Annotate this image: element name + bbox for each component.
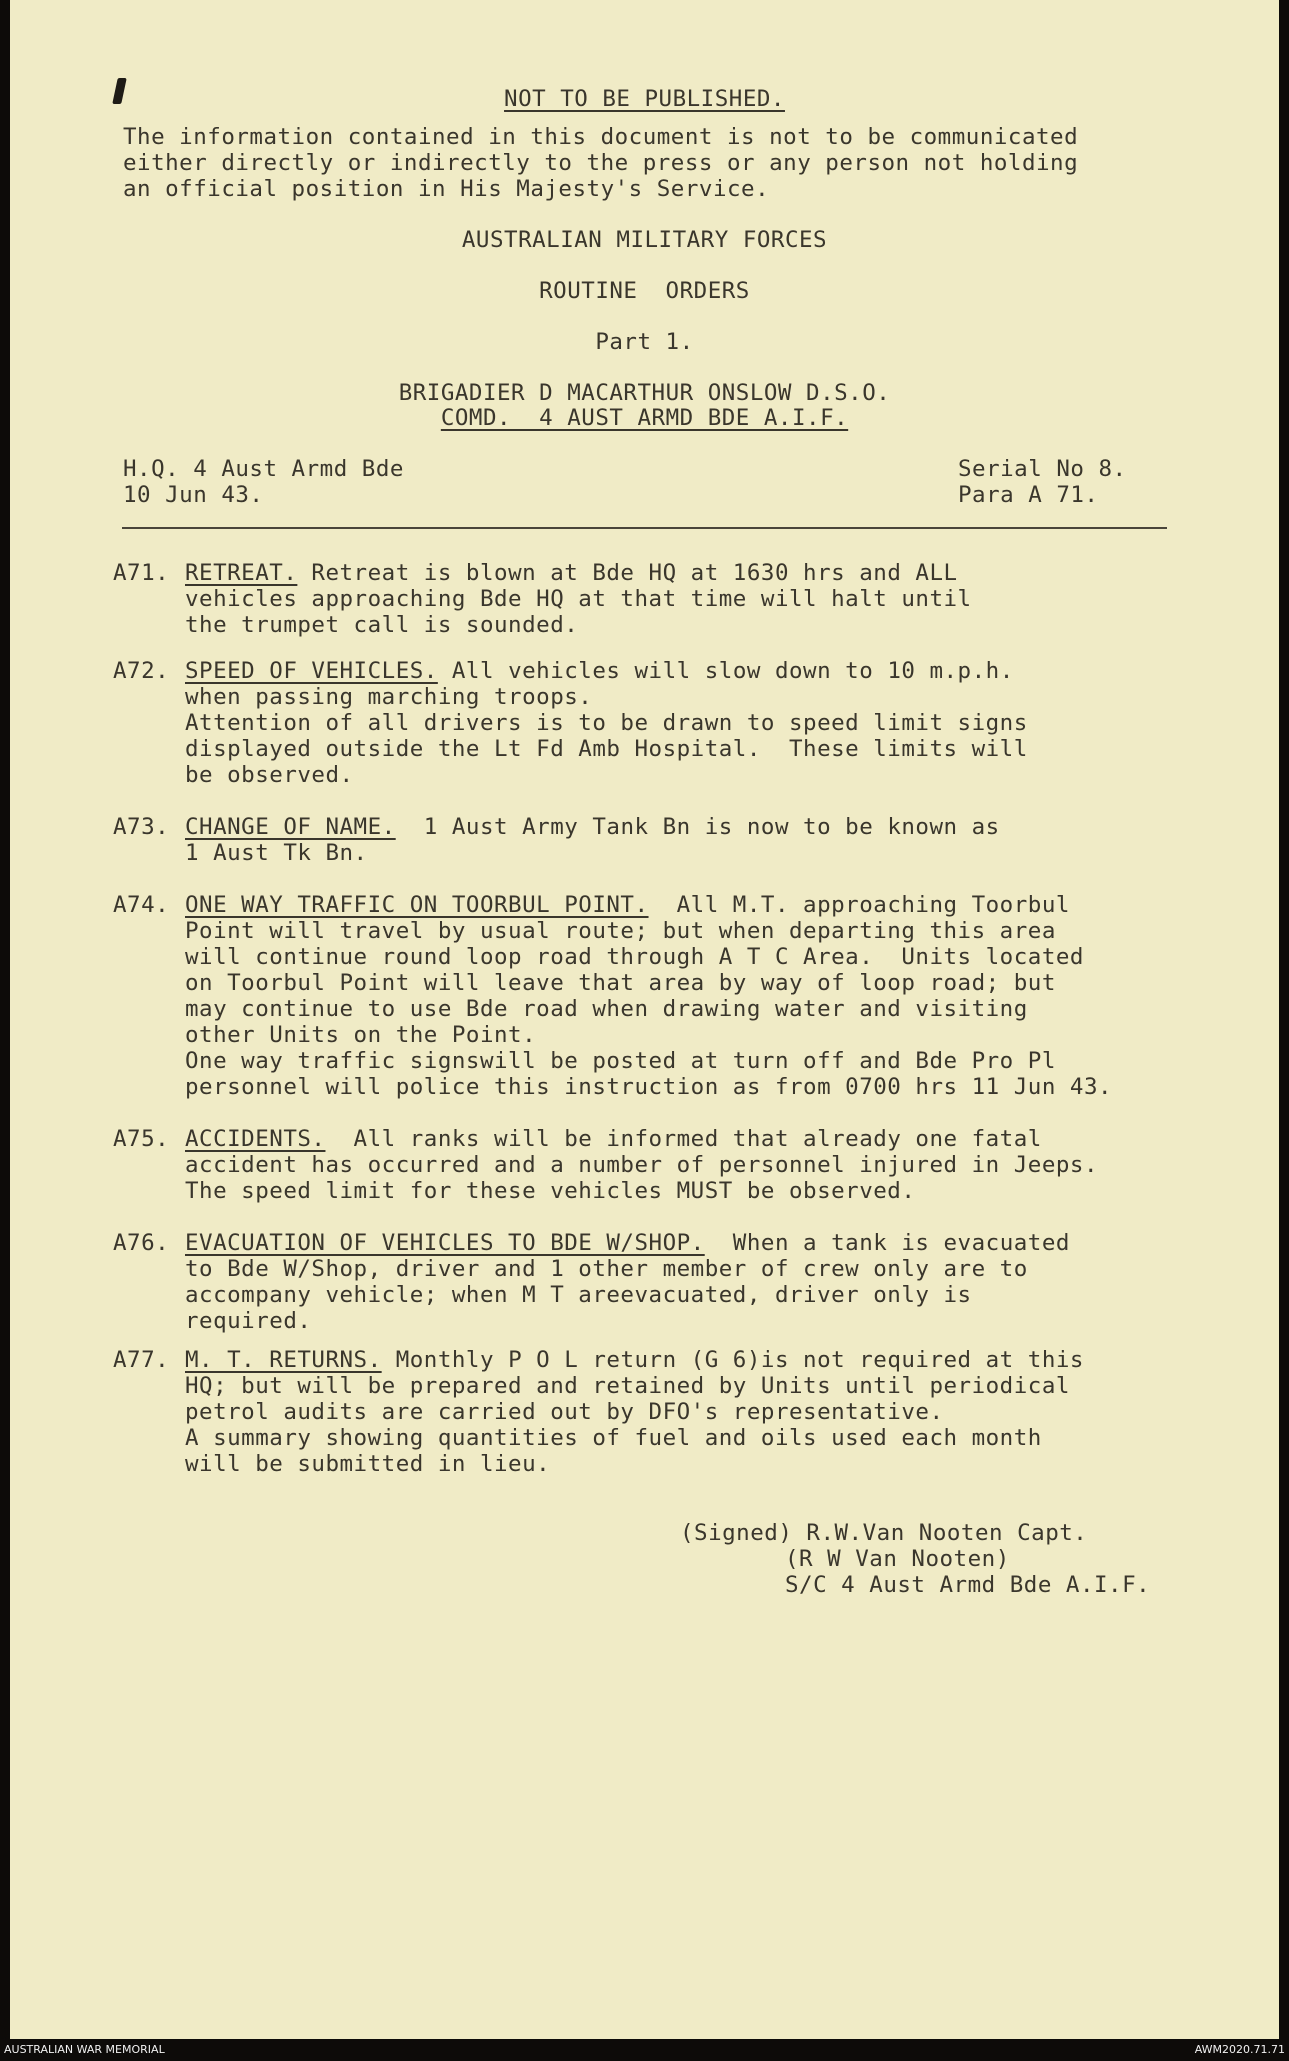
order-line: Point will travel by usual route; but when departing this area <box>185 918 1056 944</box>
order-line: will be submitted in lieu. <box>185 1451 551 1477</box>
date-line: 10 Jun 43. <box>123 482 264 508</box>
force-heading: AUSTRALIAN MILITARY FORCES <box>461 227 828 253</box>
doc-type-heading: ROUTINE ORDERS <box>539 278 750 304</box>
order-title: SPEED OF VEHICLES. <box>185 658 438 684</box>
order-number: A77. <box>113 1347 170 1373</box>
para-line: Para A 71. <box>958 482 1099 508</box>
order-text: All M.T. approaching Toorbul <box>648 892 1070 918</box>
order-line: required. <box>185 1308 312 1334</box>
signatory-name: (R W Van Nooten) <box>785 1546 1010 1572</box>
order-text: 1 Aust Army Tank Bn is now to be known as <box>395 814 1000 840</box>
order-text: Monthly P O L return (G 6)is not required at this <box>381 1347 1084 1373</box>
command-heading: COMD. 4 AUST ARMD BDE A.I.F. <box>440 405 849 431</box>
hq-line: H.Q. 4 Aust Armd Bde <box>123 456 404 482</box>
part-heading: Part 1. <box>595 329 694 355</box>
order-number: A76. <box>113 1230 170 1256</box>
order-title: M. T. RETURNS. <box>185 1347 382 1373</box>
footer-accession: AWM2020.71.71 <box>1194 2043 1285 2056</box>
warning-line-2: either directly or indirectly to the press or any person not holding <box>123 150 1079 176</box>
order-line: 1 Aust Tk Bn. <box>185 840 368 866</box>
commander-heading: BRIGADIER D MACARTHUR ONSLOW D.S.O. <box>398 380 891 406</box>
order-title: ACCIDENTS. <box>185 1126 326 1152</box>
order-number: A71. <box>113 560 170 586</box>
signatory-role: S/C 4 Aust Armd Bde A.I.F. <box>785 1572 1151 1598</box>
order-line: The speed limit for these vehicles MUST be observed. <box>185 1178 916 1204</box>
order-line: other Units on the Point. <box>185 1022 537 1048</box>
order-line: be observed. <box>185 762 354 788</box>
order-number: A75. <box>113 1126 170 1152</box>
order-line: displayed outside the Lt Fd Amb Hospital. These limits will <box>185 736 1028 762</box>
order-first-line <box>185 1347 1084 1373</box>
order-title: CHANGE OF NAME. <box>185 814 396 840</box>
order-line: accident has occurred and a number of personnel injured in Jeeps. <box>185 1152 1098 1178</box>
order-first-line <box>185 892 1070 918</box>
order-line: vehicles approaching Bde HQ at that time will halt until <box>185 586 972 612</box>
order-title: ONE WAY TRAFFIC ON TOORBUL POINT. <box>185 892 649 918</box>
order-title: EVACUATION OF VEHICLES TO BDE W/SHOP. <box>185 1230 705 1256</box>
order-number: A74. <box>113 892 170 918</box>
order-line: accompany vehicle; when M T areevacuated, driver only is <box>185 1282 972 1308</box>
order-text: When a tank is evacuated <box>704 1230 1070 1256</box>
order-line: to Bde W/Shop, driver and 1 other member of crew only are to <box>185 1256 1028 1282</box>
order-text: All vehicles will slow down to 10 m.p.h. <box>437 658 1014 684</box>
order-line: One way traffic signswill be posted at turn off and Bde Pro Pl <box>185 1048 1056 1074</box>
order-first-line <box>185 658 1014 684</box>
divider <box>122 527 1167 529</box>
order-first-line <box>185 1126 1042 1152</box>
order-line: will continue round loop road through A T C Area. Units located <box>185 944 1084 970</box>
order-line: personnel will police this instruction as from 0700 hrs 11 Jun 43. <box>185 1074 1113 1100</box>
order-line: may continue to use Bde road when drawing water and visiting <box>185 996 1028 1022</box>
order-line: on Toorbul Point will leave that area by way of loop road; but <box>185 970 1056 996</box>
order-first-line <box>185 1230 1070 1256</box>
order-line: petrol audits are carried out by DFO's representative. <box>185 1399 944 1425</box>
order-number: A73. <box>113 814 170 840</box>
order-line: when passing marching troops. <box>185 684 593 710</box>
order-text: Retreat is blown at Bde HQ at 1630 hrs and ALL <box>297 560 958 586</box>
order-first-line <box>185 814 1000 840</box>
order-number: A72. <box>113 658 170 684</box>
order-first-line <box>185 560 958 586</box>
signed-line: (Signed) R.W.Van Nooten Capt. <box>680 1520 1088 1546</box>
document-page <box>10 0 1279 2039</box>
order-title: RETREAT. <box>185 560 298 586</box>
warning-title: NOT TO BE PUBLISHED. <box>504 86 785 112</box>
order-text: All ranks will be informed that already one fatal <box>325 1126 1042 1152</box>
warning-line-3: an official position in His Majesty's Service. <box>123 176 770 202</box>
order-line: HQ; but will be prepared and retained by Units until periodical <box>185 1373 1070 1399</box>
serial-line: Serial No 8. <box>958 456 1127 482</box>
footer-credit: AUSTRALIAN WAR MEMORIAL <box>4 2043 165 2056</box>
order-line: A summary showing quantities of fuel and oils used each month <box>185 1425 1042 1451</box>
order-line: Attention of all drivers is to be drawn to speed limit signs <box>185 710 1028 736</box>
warning-line-1: The information contained in this document is not to be communicated <box>123 124 1079 150</box>
order-line: the trumpet call is sounded. <box>185 612 579 638</box>
